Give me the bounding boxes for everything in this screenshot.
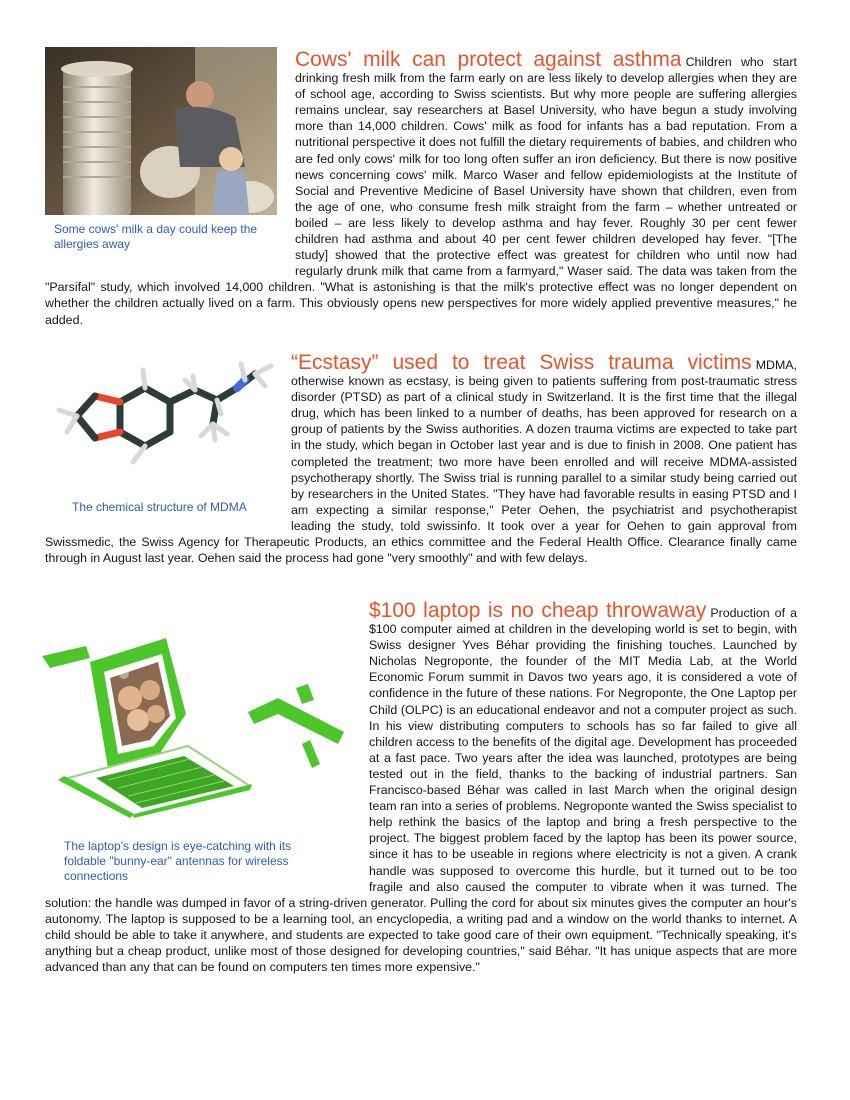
laptop-headline: $100 laptop is no cheap throwaway (369, 599, 707, 622)
milk-caption: Some cows' milk a day could keep the allergies away (54, 222, 258, 251)
milk-headline: Cows' milk can protect against asthma (295, 48, 682, 71)
green-laptop-icon (38, 628, 358, 818)
mdma-caption: The chemical structure of MDMA (72, 500, 247, 514)
milk-body: Children who start drinking fresh milk from the farm early on are less likely to develop allergies when they are of school age, according to Swiss scientists. But why more people are suffering allergies remains unclear, say researchers at Basel University, who have begun a study involving more than 14,000 children. Cows' milk as food for infants has a bad reputation. From a nutritional perspective it does not fulfill the dietary requirements of babies, and children who are fed only cows' milk for too long often suffer an iron deficiency. But there is now positive news concerning cows' milk. Marco Waser and fellow epidemiologists at the Institute of Social and Preventive Medicine of Basel University have shown that children, even from the age of one, who consume fresh milk straight from the farm – whether untreated or boiled – are less likely to develop asthma and hay fever. Roughly 30 per cent fewer children had asthma and about 40 per cent fewer children developed hay fever. "[The study] showed that the protective effect was greatest for children who until now had regularly drunk milk that came from a farmyard," Waser said. The data was taken from the "Parsifal" study, which involved 14,000 children. "What is astonishing is that the milk's protective effect was no longer dependent on whether the children actually lived on a farm. This obviously opens new perspectives for more widely applied preventive measures," he added. (45, 55, 798, 327)
laptop-caption: The laptop's design is eye-catching with its foldable "bunny-ear" antennas for wireless connections (64, 839, 292, 883)
ecstasy-headline: “Ecstasy” used to treat Swiss trauma victims (291, 351, 752, 374)
laptop-body: Production of a $100 computer aimed at children in the developing world is set to begin, with Swiss designer Yves Béhar providing the finishing touches. Launched by Nicholas Negroponte, the founder of the MIT Media Lab, at the World Economic Forum summit in Davos two years ago, it is considered a vote of confidence in the future of these nations. For Negroponte, the One Laptop per Child (OLPC) is an educational endeavor and not a computer project as such. In his view distributing computers to schools has so far failed to give all children access to the benefits of the digital age. Development has proceeded at a fast pace. Two years after the idea was launched, prototypes are being tested out in the field, thanks to the backing of industrial partners. San Francisco-based Béhar was called in last March when the original design team ran into a series of problems. Negroponte wanted the Swiss specialist to help rethink the basics of the laptop and bring a fresh perspective to the project. The biggest problem faced by the laptop has been its power source, since it has to be useable in regions where electricity is not a given. A crank handle was supposed to overcome this hurdle, but it turned out to be too fragile and also caused the computer to vibrate when it was turned. The solution: the handle was dumped in favor of a string-driven generator. Pulling the cord for about six minutes gives the computer an hour's autonomy. The laptop is supposed to be a learning tool, an encyclopedia, a writing pad and a window on the world thanks to internet. A child should be able to take it anywhere, and students are expected to take good care of their own equipment. "Technically speaking, it's anything but a cheap product, unlike most of those designed for developing countries," said Béhar. "It has unique aspects that are more advanced than any that can be found on computers ten times more expensive." (45, 606, 797, 975)
mdma-molecule-image (45, 350, 285, 490)
molecule-model-icon (45, 350, 285, 490)
laptop-photo (38, 628, 358, 818)
milk-photo (45, 47, 277, 215)
farm-milk-photo-icon (45, 47, 277, 215)
ecstasy-body: MDMA, otherwise known as ecstasy, is being given to patients suffering from post-traumatic stress disorder (PTSD) as part of a clinical study in Switzerland. It is the first time that the illegal drug, which has been linked to a number of deaths, has been approved for research on a group of patients by the Swiss authorities. A dozen trauma victims are expected to take part in the study, which began in October last year and is due to finish in 2008. One patient has completed the treatment; two more have been enrolled and will receive MDMA-assisted psychotherapy shortly. The Swiss trial is running parallel to a similar study being carried out by researchers in the United States. "They have had favorable results in easing PTSD and I am expecting a similar response," Peter Oehen, the psychiatrist and psychotherapist leading the study, told swissinfo. It took over a year for Oehen to gain approval from Swissmedic, the Swiss Agency for Therapeutic Products, an ethics committee and the Federal Health Office. Clearance finally came through in August last year. Oehen said the process had gone "very smoothly" and with few delays. (45, 358, 797, 566)
